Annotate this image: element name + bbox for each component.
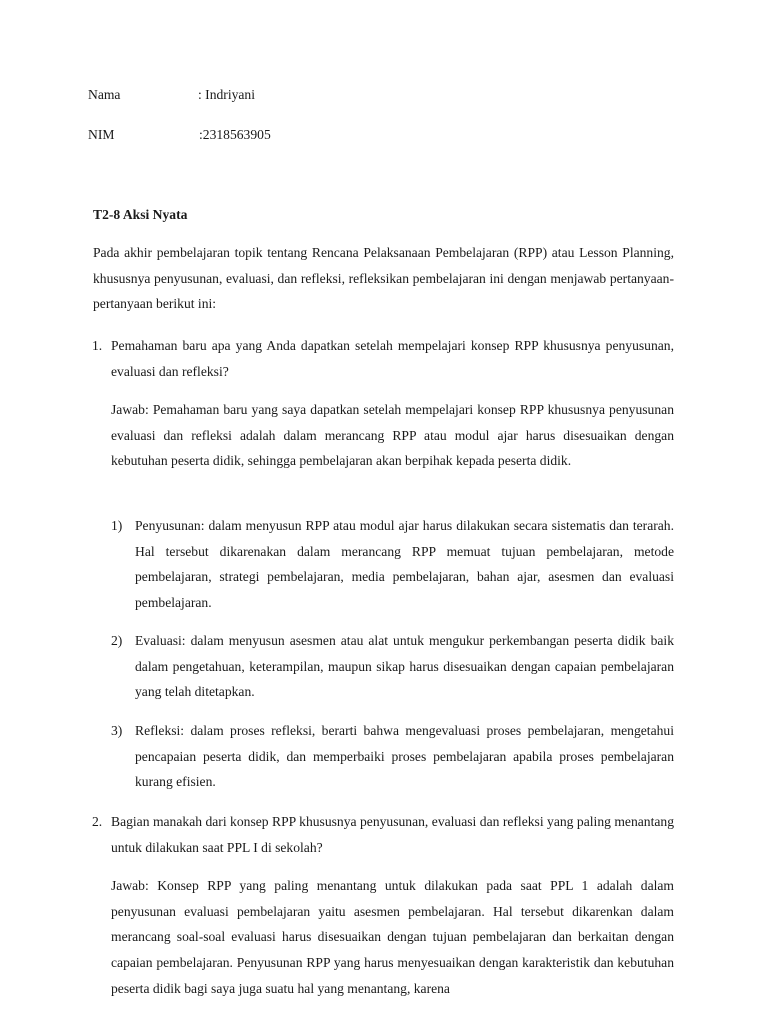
answer-text: Jawab: Pemahaman baru yang saya dapatkan setelah mempelajari konsep RPP khususnya penyusunan evaluasi dan refleksi adalah dalam merancang RPP atau modul ajar harus disesuaikan dengan kebutuhan peserta didik, sehingga pembelajaran akan berpihak kepada peserta didik. (111, 402, 674, 469)
name-label: Nama (88, 87, 121, 102)
intro-paragraph: Pada akhir pembelajaran topik tentang Rencana Pelaksanaan Pembelajaran (RPP) atau Lesson Planning, khususnya penyusunan, evaluasi, dan refleksi, refleksikan pembelajaran ini dengan menjawab pertanyaan-pertanyaan berikut ini: (93, 245, 674, 312)
assignment-title: T2-8 Aksi Nyata (93, 207, 188, 222)
nim-label: NIM (88, 127, 115, 142)
subitem-number: 1) (111, 518, 123, 533)
subitem-text: Refleksi: dalam proses refleksi, berarti bahwa mengevaluasi proses pembelajaran, mengetahui pencapaian peserta didik, dan memperbaiki proses pembelajaran apabila proses pembelajaran kurang efisien. (135, 723, 674, 790)
subitem-number: 2) (111, 633, 123, 648)
subitem-number: 3) (111, 723, 123, 738)
question-number: 2. (92, 814, 103, 829)
name-value: : Indriyani (198, 87, 256, 102)
subitem-text: Evaluasi: dalam menyusun asesmen atau alat untuk mengukur perkembangan peserta didik baik dalam pengetahuan, keterampilan, maupun sikap harus disesuaikan dengan capaian pembelajaran yang telah ditetapkan. (135, 633, 674, 700)
question-text: Pemahaman baru apa yang Anda dapatkan setelah mempelajari konsep RPP khususnya penyusunan, evaluasi dan refleksi? (111, 338, 674, 379)
question-number: 1. (92, 338, 103, 353)
nim-value: :2318563905 (199, 127, 271, 142)
subitem-text: Penyusunan: dalam menyusun RPP atau modul ajar harus dilakukan secara sistematis dan terarah. Hal tersebut dikarenakan dalam merancang RPP memuat tujuan pembelajaran, metode pembelajaran, strategi pembelajaran, media pembelajaran, bahan ajar, asesmen dan evaluasi pembelajaran. (135, 518, 674, 611)
answer-text: Jawab: Konsep RPP yang paling menantang untuk dilakukan pada saat PPL 1 adalah dalam penyusunan evaluasi pembelajaran yaitu asesmen pembelajaran. Hal tersebut dikarenkan dalam merancang soal-soal evaluasi harus disesuaikan dengan tujuan pembelajaran dan berkaitan dengan capaian pembelajaran. Penyusunan RPP yang harus menyesuaikan dengan karakteristik dan kebutuhan peserta didik bagi saya juga suatu hal yang menantang, karena (111, 878, 674, 996)
question-text: Bagian manakah dari konsep RPP khususnya penyusunan, evaluasi dan refleksi yang paling menantang untuk dilakukan saat PPL I di sekolah? (111, 814, 674, 855)
